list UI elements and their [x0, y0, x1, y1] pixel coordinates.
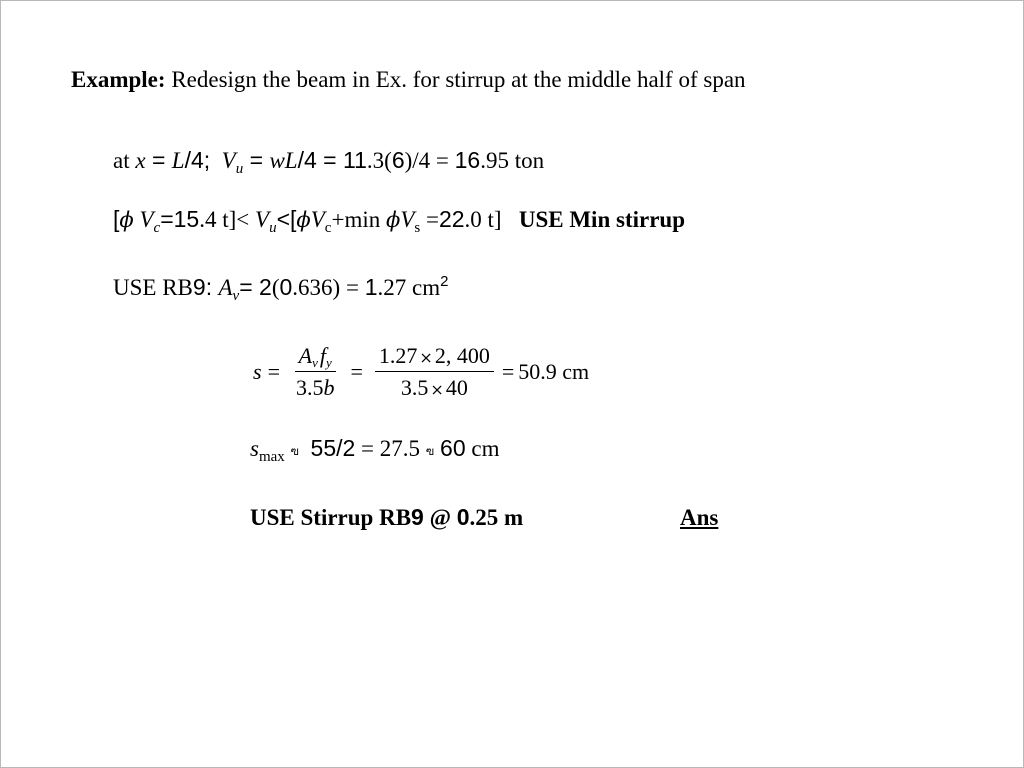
- ans-label: Ans: [680, 505, 719, 530]
- num-3-5: 3.5: [400, 375, 429, 400]
- sub-y: y: [326, 355, 332, 370]
- var-b: b: [323, 375, 335, 400]
- bracket: [: [113, 206, 120, 232]
- var-f: f: [319, 343, 327, 368]
- fraction-denominator: [292, 372, 339, 399]
- num-11: 11: [343, 147, 367, 173]
- smax-line: [250, 435, 500, 465]
- sub-c: c: [324, 220, 332, 236]
- fraction-numerator: [295, 345, 336, 372]
- var-V: V: [400, 207, 415, 232]
- div-4-eq: /4 =: [297, 147, 343, 173]
- paren: (: [271, 275, 280, 300]
- at-text: at: [113, 148, 136, 173]
- sup-2: 2: [440, 273, 449, 290]
- final-answer: [250, 506, 523, 529]
- smax-mid: = 27.5: [355, 436, 426, 461]
- equals: =: [350, 359, 363, 384]
- fraction-denominator: [397, 372, 472, 399]
- area-result: .27 cm: [377, 275, 441, 300]
- num-2400: 2, 400: [434, 343, 490, 368]
- var-A: A: [298, 343, 313, 368]
- use-stirrup: USE Stirrup RB: [250, 505, 412, 530]
- phi-symbol: ϕ: [385, 208, 401, 232]
- sub-max: max: [258, 449, 285, 465]
- spacing-equation: [253, 339, 589, 405]
- var-A: A: [218, 275, 233, 300]
- fraction-symbolic: [292, 345, 339, 399]
- num-55-2: 55/2: [310, 435, 356, 461]
- vu-result: .95 ton: [480, 148, 545, 173]
- at-sign: @: [423, 505, 457, 530]
- vu-computation: [113, 147, 545, 177]
- var-s: s: [253, 359, 262, 384]
- equals: =: [160, 206, 174, 232]
- num-1-27: 1.27: [378, 343, 418, 368]
- equals: =: [243, 147, 270, 173]
- sub-v: v: [312, 355, 318, 370]
- limit-value: .0 t]: [464, 207, 502, 232]
- var-V: V: [310, 207, 325, 232]
- num-22: 22: [438, 206, 465, 232]
- num-0: 0: [456, 504, 470, 530]
- colon: :: [205, 274, 219, 300]
- num-60: 60: [440, 435, 466, 461]
- equals: =: [420, 207, 439, 232]
- spacing-value: .25 m: [469, 505, 524, 530]
- num-40: 40: [445, 375, 468, 400]
- times-symbol: ×: [419, 348, 433, 367]
- phi-vc-value: .4 t]<: [199, 207, 256, 232]
- times-symbol: ×: [430, 380, 444, 399]
- var-V: V: [221, 148, 236, 173]
- num-part: .3(: [366, 148, 392, 173]
- num-16: 16: [454, 147, 481, 173]
- var-s: s: [250, 436, 259, 461]
- example-heading: [71, 68, 746, 91]
- num-6: 6: [391, 147, 405, 173]
- shear-comparison: [113, 206, 685, 236]
- sub-u: u: [235, 161, 244, 177]
- equals: =: [501, 359, 515, 384]
- example-text: Redesign the beam in Ex. for stirrup at the middle half of span: [165, 67, 746, 92]
- phi-symbol: ϕ: [296, 208, 311, 232]
- equals: =: [267, 359, 280, 384]
- fraction-numeric: [375, 345, 494, 399]
- equals: =: [145, 147, 172, 173]
- unit-cm: cm: [465, 436, 500, 461]
- fraction-numerator: [375, 345, 494, 372]
- num-part: )/4 =: [404, 148, 455, 173]
- phi-symbol: ϕ: [119, 208, 134, 232]
- num-2: 2: [259, 274, 272, 300]
- num-0: 0: [279, 274, 293, 300]
- num-15: 15: [173, 206, 200, 232]
- num-3-5: 3.5: [295, 375, 324, 400]
- var-L: L: [171, 148, 185, 173]
- num-9: 9: [411, 504, 424, 530]
- sub-u: u: [269, 220, 277, 236]
- var-V: V: [255, 207, 270, 232]
- spacing-result: 50.9 cm: [518, 359, 590, 384]
- sub-v: v: [232, 288, 240, 304]
- plus-min: +min: [331, 207, 386, 232]
- sub-c: c: [153, 220, 161, 236]
- var-x: x: [135, 148, 146, 173]
- leq-symbol: ฃ: [425, 444, 435, 458]
- var-V: V: [139, 207, 154, 232]
- less-than: <[: [276, 206, 297, 232]
- equals: =: [239, 274, 260, 300]
- area-part: .636) =: [292, 275, 365, 300]
- num-1: 1: [364, 274, 378, 300]
- var-wL: wL: [269, 148, 298, 173]
- leq-symbol: ฃ: [290, 444, 300, 458]
- sub-s: s: [414, 220, 421, 236]
- use-min-stirrup: USE Min stirrup: [518, 207, 685, 232]
- example-label: Example:: [71, 67, 166, 92]
- num-9: 9: [192, 274, 206, 300]
- div-4: /4;: [184, 147, 211, 173]
- av-computation: [113, 273, 449, 304]
- use-rb: USE RB: [113, 275, 193, 300]
